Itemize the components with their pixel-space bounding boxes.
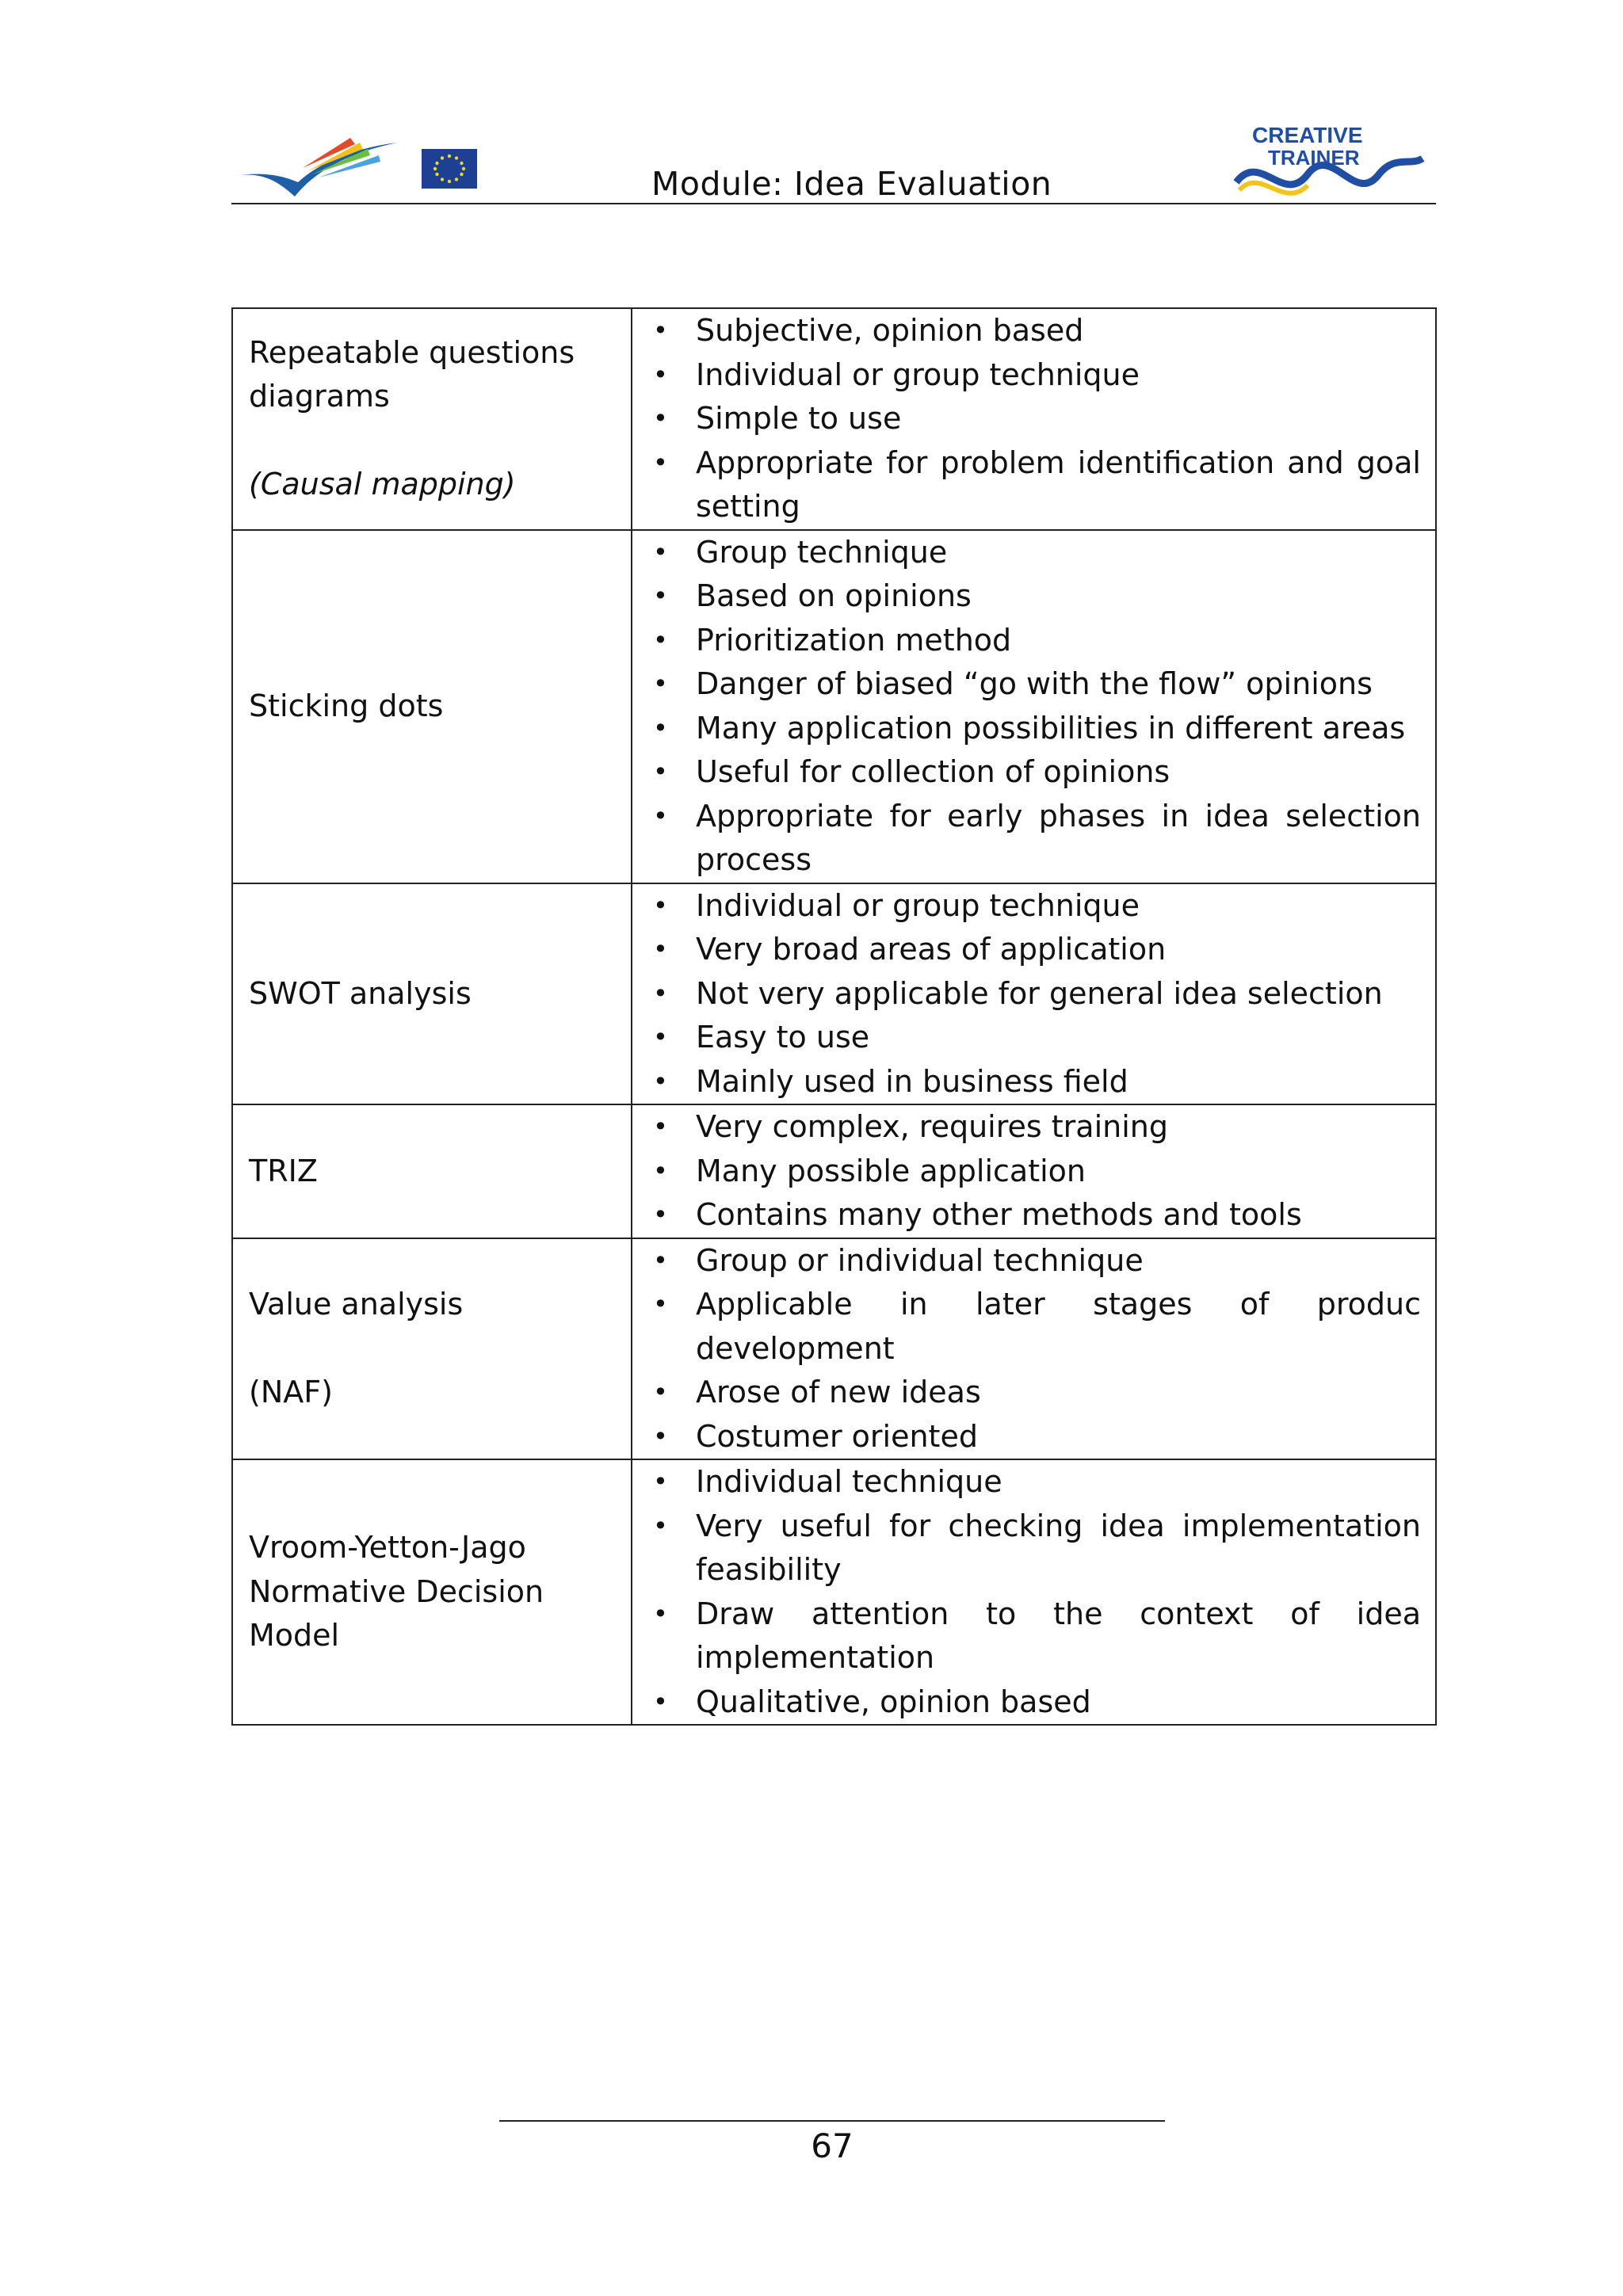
- methods-table: [231, 307, 1437, 1726]
- list-item: • Arose of new ideas: [632, 1371, 1421, 1415]
- list-item: • Simple to use: [632, 397, 1421, 441]
- page-number: 67: [811, 2126, 854, 2165]
- list-item: • Not very applicable for general idea selection: [632, 972, 1421, 1016]
- list-item: • Individual technique: [632, 1460, 1421, 1505]
- table-row: [232, 1238, 1436, 1460]
- list-item: • Group or individual technique: [632, 1239, 1421, 1283]
- method-name: Repeatable questions diagrams: [249, 334, 575, 414]
- method-name: SWOT analysis: [249, 975, 472, 1011]
- list-item: • Very broad areas of application: [632, 928, 1421, 972]
- list-item: • Costumer oriented: [632, 1415, 1421, 1459]
- method-name: Sticking dots: [249, 688, 444, 723]
- method-name-cell: [232, 308, 632, 530]
- list-item: • Danger of biased “go with the flow” opinions: [632, 662, 1421, 707]
- list-item: • Very useful for checking idea implementation feasibility: [632, 1505, 1421, 1592]
- list-item: • Useful for collection of opinions: [632, 750, 1421, 795]
- method-name: Vroom-Yetton-Jago Normative Decision Model: [249, 1530, 544, 1653]
- list-item: • Applicable in later stages of produc development: [632, 1283, 1421, 1371]
- method-name: TRIZ: [249, 1153, 318, 1188]
- list-item: • Many application possibilities in different areas: [632, 707, 1421, 751]
- table-row: [232, 883, 1436, 1105]
- list-item: • Qualitative, opinion based: [632, 1680, 1421, 1725]
- table-row: [232, 308, 1436, 530]
- list-item: • Appropriate for problem identification and goal setting: [632, 441, 1421, 529]
- creative-trainer-logo-icon: [1228, 119, 1426, 204]
- method-name-cell: [232, 883, 632, 1105]
- characteristics-cell: [632, 1104, 1436, 1238]
- page-title: Module: Idea Evaluation: [651, 165, 1052, 203]
- method-alias: (Causal mapping): [249, 467, 516, 502]
- footer-divider: [499, 2120, 1165, 2122]
- list-item: • Contains many other methods and tools: [632, 1193, 1421, 1238]
- list-item: • Very complex, requires training: [632, 1105, 1421, 1150]
- logo-text-creative: CREATIVE: [1252, 123, 1363, 147]
- table-row: [232, 1104, 1436, 1238]
- characteristics-cell: [632, 308, 1436, 530]
- list-item: • Individual or group technique: [632, 353, 1421, 398]
- list-item: • Prioritization method: [632, 619, 1421, 663]
- method-alias: (NAF): [249, 1375, 333, 1409]
- method-name-cell: [232, 530, 632, 883]
- spacer-line: [249, 1327, 615, 1371]
- list-item: • Draw attention to the context of idea implementation: [632, 1592, 1421, 1680]
- spacer-line: [249, 419, 615, 463]
- method-name-cell: [232, 1238, 632, 1460]
- list-item: • Group technique: [632, 531, 1421, 575]
- method-name-cell: [232, 1459, 632, 1725]
- list-item: • Many possible application: [632, 1150, 1421, 1194]
- list-item: • Mainly used in business field: [632, 1060, 1421, 1104]
- list-item: • Based on opinions: [632, 574, 1421, 619]
- list-item: • Subjective, opinion based: [632, 309, 1421, 353]
- table-row: [232, 1459, 1436, 1725]
- logo-text-trainer: TRAINER: [1268, 146, 1360, 170]
- characteristics-cell: [632, 1238, 1436, 1460]
- method-name-cell: [232, 1104, 632, 1238]
- characteristics-cell: [632, 530, 1436, 883]
- characteristics-cell: [632, 883, 1436, 1105]
- page-header: [231, 119, 1436, 204]
- program-logo-icon: [231, 119, 406, 204]
- characteristics-cell: [632, 1459, 1436, 1725]
- eu-flag-icon: [422, 149, 477, 189]
- list-item: • Easy to use: [632, 1016, 1421, 1060]
- list-item: • Individual or group technique: [632, 884, 1421, 929]
- list-item: • Appropriate for early phases in idea selection process: [632, 795, 1421, 883]
- header-divider: [231, 203, 1436, 204]
- method-name: Value analysis: [249, 1287, 464, 1322]
- table-row: [232, 530, 1436, 883]
